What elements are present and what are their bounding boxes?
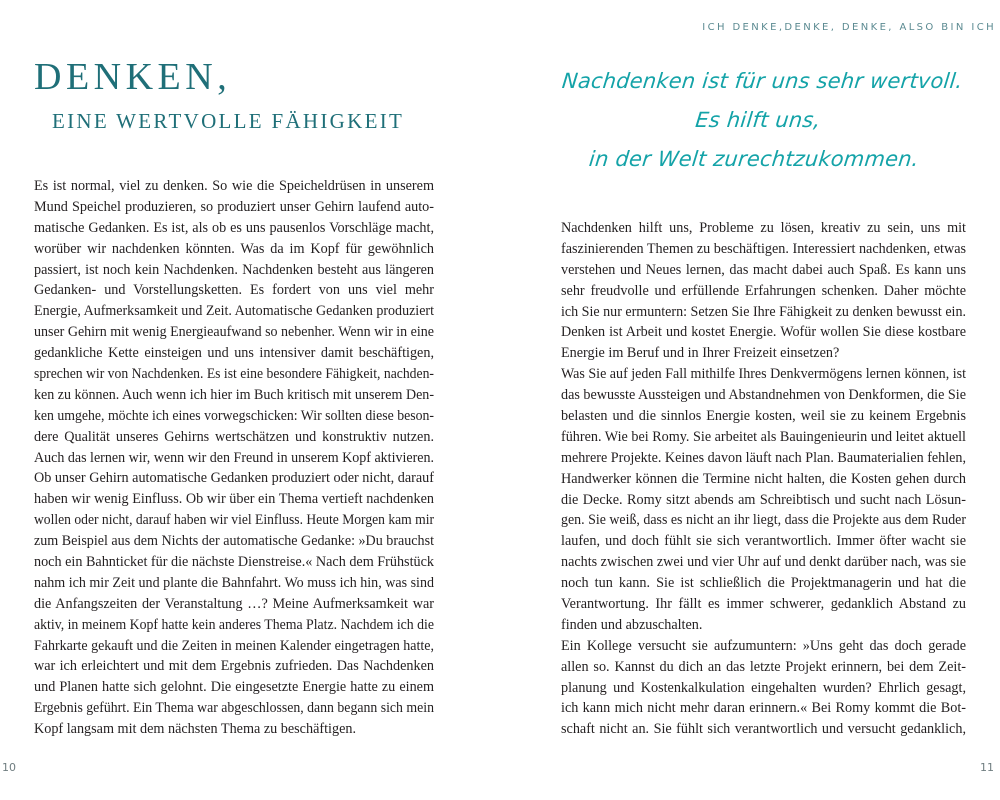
text-line: ich kann mich nicht mehr daran erinnern.« Bei Romy kommt die Bot- [561,700,966,717]
text-line: finden und abzuschalten. [561,616,703,633]
text-line: Ergebnis geführt. Ein Thema war abgeschlossen, dann begann sich mein [34,700,434,717]
text-line: Ein Kollege versucht sie aufzumuntern: »Uns geht das doch gerade [561,637,966,654]
text-line: nahm ich mir Zeit und plante die Bahnfahrt. Wo muss ich hin, was sind [34,574,434,591]
text-line: planung und Kostenkalkulation eingehalten wurden? Ehrlich gesagt, [561,679,966,696]
text-line: nachts zwischen zwei und vier Uhr auf und denkt darüber nach, was sie [561,554,966,571]
chapter-subtitle: EINE WERTVOLLE FÄHIGKEIT [52,109,405,133]
text-line: Nachdenken hilft uns, Probleme zu lösen, kreativ zu sein, uns mit [561,220,966,236]
text-line: Auch das lernen wir, wenn wir den Freund in unserem Kopf aktivieren. [34,449,434,466]
left-body-text [34,176,434,740]
text-line: war ich erleichtert und mit dem Ergebnis zufrieden. Das Nachdenken [34,658,434,675]
text-line: Handwerker können die Termine nicht halten, die Kosten gehen durch [561,470,966,487]
text-line: die Anfangszeiten der Veranstaltung …? Meine Aufmerksamkeit war [34,595,434,612]
text-line: laufen, und doch fühlt sie sich verantwortlich. Immer öfter wacht sie [561,533,966,550]
text-line: ken umgehe, möchte ich eines vorwegschicken: Wir sollten diese beson- [34,407,434,424]
text-line: die Decke. Romy sitzt abends am Schreibtisch und sucht nach Lösun- [561,491,966,508]
text-line: Verantwortung. Ihr fällt es immer schwerer, gedanklich Abstand zu [561,596,966,613]
text-line: Was Sie auf jeden Fall mithilfe Ihres Denkvermögens lernen können, ist [561,366,966,383]
text-line: Ob unser Gehirn automatische Gedanken produziert oder nicht, darauf [34,470,434,487]
text-line: gen. Sie weiß, dass es nicht an ihr liegt, dass die Projekte aus dem Ruder [561,512,966,529]
text-line: das bewusste Aussteigen und Abstandnehmen von Denkformen, die Sie [561,387,966,404]
pull-quote [552,62,964,179]
text-line: führen. Wie bei Romy. Sie arbeitet als Bauingenieurin und leitet aktuell [561,428,966,445]
page-number-right: 11 [980,761,994,774]
text-line: ken zu können. Auch wenn ich hier im Buch kritisch mit unserem Den- [34,386,434,403]
text-line: haben wir wenig Einfluss. Ob wir über ein Thema vertieft nachdenken [34,491,434,508]
text-line: sprechen wir von Nachdenken. Es ist eine besondere Fähigkeit, nachden- [34,366,434,383]
chapter-title: DENKEN, [34,56,232,98]
text-line: Gedanken- und Vorstellungsketten. Es fordert von uns viel mehr [34,282,434,299]
text-line: noch tun kann. Sie ist schließlich die Projektmanagerin und hat die [561,575,966,592]
text-line: dere Qualität unseres Gehirns wertschätzen und konstruktiv nutzen. [34,428,434,445]
running-head: ICH DENKE,DENKE, DENKE, ALSO BIN ICH [702,22,996,33]
text-line: faszinierenden Themen zu beschäftigen. Interessiert nachdenken, etwas [561,240,966,257]
text-line: allen so. Kannst du dich an das letzte Projekt erinnern, bei dem Zeit- [561,658,966,675]
text-line: belasten und die sinnlos Energie kosten, weil sie zu keinem Ergebnis [561,408,966,425]
text-line: passiert, ist noch kein Nachdenken. Nachdenken besteht aus längeren [34,261,434,278]
page-number-left: 10 [2,761,16,774]
text-line: wollen oder nicht, darauf haben wir viel Einfluss. Heute Morgen kam mir [34,512,434,529]
pull-quote-line: in der Welt zurechtzukommen. [587,147,920,171]
text-line: gedankliche Kette einsteigen und uns intensiver damit beschäftigen, [34,345,434,362]
text-line: unser Gehirn mit wenig Energieaufwand so nebenher. Wenn wir in eine [34,324,434,341]
text-line: Energie, Aufmerksamkeit und Zeit. Automatische Gedanken produziert [34,303,434,320]
text-line: Denken ist Arbeit und kostet Energie. Wofür wollen Sie diese kostbare [561,324,966,341]
text-line: noch ein Bahnticket für die nächste Dienstreise.« Nach dem Frühstück [34,554,434,571]
text-line: Fahrkarte gekauft und die Zeiten in meinen Kalender eingetragen hatte, [34,637,434,654]
text-line: und Planen hatte sich gelohnt. Die eingesetzte Energie hatte zu einem [34,679,434,696]
text-line: Energie im Beruf und in Ihrer Freizeit einsetzen? [561,345,840,362]
pull-quote-line: Es hilft uns, [694,108,822,132]
text-line: schaft nicht an. Sie fühlt sich verantwortlich und versucht gedanklich, [561,721,966,738]
text-line: worüber wir nachdenken könnten. Was da im Kopf für gewöhnlich [34,240,434,257]
text-line: sehr freudvolle und erfüllende Erfahrungen schenken. Daher möchte [561,282,966,299]
text-line: aktiv, in meinem Kopf hatte kein anderes Thema Platz. Nachdem ich die [34,616,434,633]
text-line: zum Beispiel aus dem Nichts der automatische Gedanke: »Du brauchst [34,533,434,550]
text-line: Mund Speichel produzieren, so produziert unser Gehirn laufend auto- [34,198,434,215]
right-body-text [561,218,966,740]
text-line: ich Sie nur ermuntern: Setzen Sie Ihre Fähigkeit zu denken bewusst ein. [561,303,966,320]
right-page [500,0,1000,800]
text-line: verstehen und Neues lernen, das macht dabei auch Spaß. Es kann uns [561,261,966,278]
text-line: Es ist normal, viel zu denken. So wie die Speicheldrüsen in unserem [34,178,434,194]
text-line: matische Gedanken. Es ist, als ob es uns pausenlos Vorschläge macht, [34,219,434,236]
text-line: Kopf langsam mit dem nächsten Thema zu beschäftigen. [34,721,357,738]
pull-quote-line: Nachdenken ist für uns sehr wertvoll. [560,69,964,93]
text-line: mehrere Projekte. Keines davon läuft nach Plan. Baumaterialien fehlen, [561,449,966,466]
